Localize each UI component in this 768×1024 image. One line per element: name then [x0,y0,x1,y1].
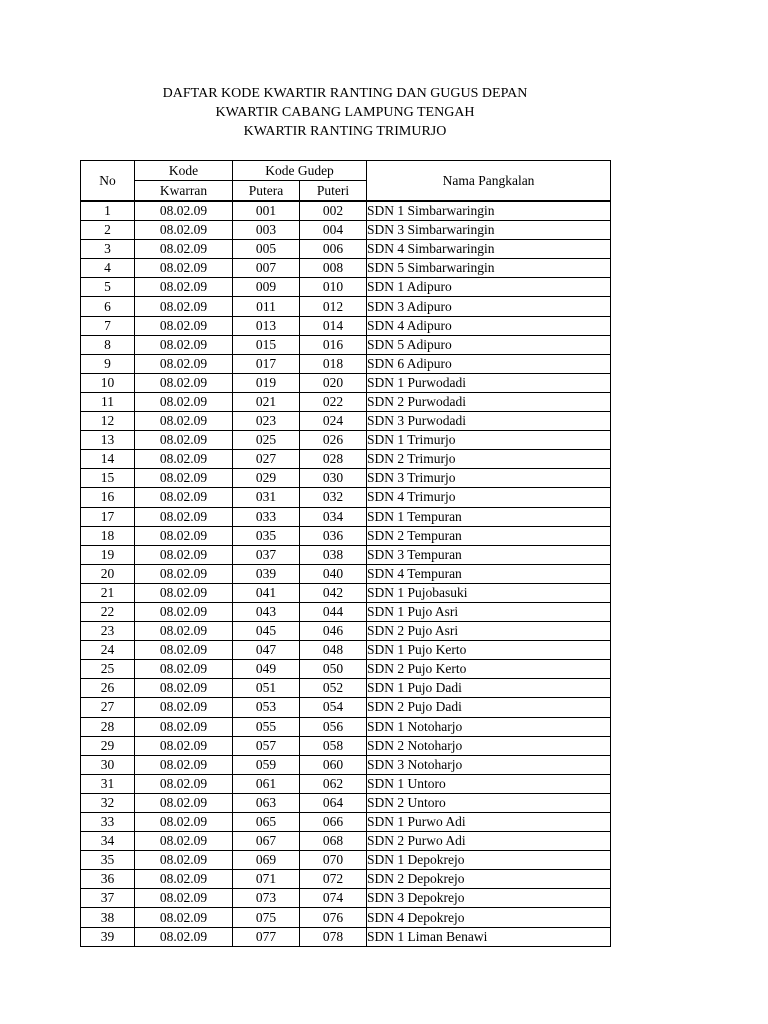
cell-puteri: 060 [300,755,367,774]
cell-puteri: 010 [300,278,367,297]
cell-nama-pangkalan: SDN 1 Trimurjo [367,431,611,450]
cell-puteri: 062 [300,774,367,793]
cell-puteri: 038 [300,545,367,564]
cell-puteri: 008 [300,259,367,278]
cell-no: 4 [81,259,135,278]
cell-nama-pangkalan: SDN 1 Liman Benawi [367,927,611,946]
table-row [81,660,611,679]
cell-putera: 057 [233,736,300,755]
cell-putera: 073 [233,889,300,908]
table-row [81,813,611,832]
cell-nama-pangkalan: SDN 2 Untoro [367,793,611,812]
cell-putera: 077 [233,927,300,946]
cell-no: 5 [81,278,135,297]
cell-putera: 043 [233,602,300,621]
cell-puteri: 066 [300,813,367,832]
cell-putera: 015 [233,335,300,354]
cell-nama-pangkalan: SDN 4 Simbarwaringin [367,240,611,259]
table-row [81,278,611,297]
table-row [81,755,611,774]
table-row [81,259,611,278]
cell-putera: 019 [233,373,300,392]
cell-putera: 059 [233,755,300,774]
cell-puteri: 024 [300,412,367,431]
header-kwarran: Kwarran [135,181,233,202]
table-row [81,488,611,507]
cell-kwarran: 08.02.09 [135,717,233,736]
cell-kwarran: 08.02.09 [135,335,233,354]
cell-no: 18 [81,526,135,545]
table-row [81,545,611,564]
cell-no: 15 [81,469,135,488]
table-row [81,602,611,621]
table-body [81,201,611,946]
header-puteri: Puteri [300,181,367,202]
cell-no: 26 [81,679,135,698]
cell-no: 2 [81,221,135,240]
cell-puteri: 002 [300,201,367,221]
table-row [81,908,611,927]
cell-putera: 071 [233,870,300,889]
cell-no: 33 [81,813,135,832]
cell-putera: 047 [233,641,300,660]
cell-kwarran: 08.02.09 [135,774,233,793]
table-row [81,793,611,812]
cell-nama-pangkalan: SDN 1 Purwodadi [367,373,611,392]
cell-putera: 013 [233,316,300,335]
table-row [81,526,611,545]
title-line-3: KWARTIR RANTING TRIMURJO [243,124,447,139]
cell-no: 29 [81,736,135,755]
cell-putera: 053 [233,698,300,717]
cell-puteri: 072 [300,870,367,889]
table-row [81,927,611,946]
table-row [81,679,611,698]
cell-puteri: 042 [300,583,367,602]
table-row [81,297,611,316]
cell-kwarran: 08.02.09 [135,889,233,908]
title-line-1: DAFTAR KODE KWARTIR RANTING DAN GUGUS DEPAN [162,86,528,101]
cell-putera: 025 [233,431,300,450]
table-row [81,240,611,259]
cell-kwarran: 08.02.09 [135,698,233,717]
cell-putera: 007 [233,259,300,278]
cell-no: 35 [81,851,135,870]
cell-no: 31 [81,774,135,793]
cell-puteri: 014 [300,316,367,335]
cell-puteri: 064 [300,793,367,812]
table-row [81,392,611,411]
cell-puteri: 030 [300,469,367,488]
cell-no: 19 [81,545,135,564]
cell-nama-pangkalan: SDN 2 Tempuran [367,526,611,545]
cell-kwarran: 08.02.09 [135,851,233,870]
cell-putera: 037 [233,545,300,564]
cell-puteri: 018 [300,354,367,373]
cell-nama-pangkalan: SDN 3 Notoharjo [367,755,611,774]
cell-kwarran: 08.02.09 [135,221,233,240]
cell-kwarran: 08.02.09 [135,602,233,621]
cell-nama-pangkalan: SDN 2 Trimurjo [367,450,611,469]
cell-kwarran: 08.02.09 [135,679,233,698]
cell-kwarran: 08.02.09 [135,736,233,755]
cell-nama-pangkalan: SDN 2 Notoharjo [367,736,611,755]
cell-no: 27 [81,698,135,717]
cell-no: 20 [81,564,135,583]
cell-kwarran: 08.02.09 [135,927,233,946]
cell-kwarran: 08.02.09 [135,278,233,297]
cell-no: 22 [81,602,135,621]
table-row [81,373,611,392]
cell-putera: 055 [233,717,300,736]
cell-no: 30 [81,755,135,774]
cell-no: 39 [81,927,135,946]
document-title-block [80,84,610,141]
table-row [81,832,611,851]
header-kode-gudep: Kode Gudep [233,161,367,181]
cell-puteri: 044 [300,602,367,621]
cell-puteri: 068 [300,832,367,851]
header-nama-pangkalan: Nama Pangkalan [367,161,611,202]
cell-no: 8 [81,335,135,354]
cell-nama-pangkalan: SDN 3 Trimurjo [367,469,611,488]
cell-putera: 063 [233,793,300,812]
table-row [81,870,611,889]
cell-putera: 031 [233,488,300,507]
cell-kwarran: 08.02.09 [135,201,233,221]
cell-kwarran: 08.02.09 [135,412,233,431]
cell-nama-pangkalan: SDN 1 Untoro [367,774,611,793]
cell-nama-pangkalan: SDN 1 Pujobasuki [367,583,611,602]
table-row [81,889,611,908]
cell-no: 25 [81,660,135,679]
cell-no: 9 [81,354,135,373]
table-row [81,354,611,373]
cell-puteri: 058 [300,736,367,755]
cell-kwarran: 08.02.09 [135,793,233,812]
cell-nama-pangkalan: SDN 1 Pujo Dadi [367,679,611,698]
cell-putera: 021 [233,392,300,411]
cell-nama-pangkalan: SDN 2 Purwodadi [367,392,611,411]
cell-kwarran: 08.02.09 [135,373,233,392]
cell-puteri: 016 [300,335,367,354]
cell-putera: 005 [233,240,300,259]
cell-kwarran: 08.02.09 [135,354,233,373]
cell-putera: 067 [233,832,300,851]
cell-no: 3 [81,240,135,259]
cell-kwarran: 08.02.09 [135,297,233,316]
cell-puteri: 070 [300,851,367,870]
cell-kwarran: 08.02.09 [135,507,233,526]
cell-nama-pangkalan: SDN 5 Simbarwaringin [367,259,611,278]
cell-kwarran: 08.02.09 [135,240,233,259]
cell-kwarran: 08.02.09 [135,488,233,507]
cell-kwarran: 08.02.09 [135,583,233,602]
cell-putera: 029 [233,469,300,488]
cell-puteri: 022 [300,392,367,411]
cell-no: 24 [81,641,135,660]
cell-nama-pangkalan: SDN 3 Purwodadi [367,412,611,431]
cell-kwarran: 08.02.09 [135,832,233,851]
table-row [81,622,611,641]
cell-nama-pangkalan: SDN 4 Depokrejo [367,908,611,927]
cell-nama-pangkalan: SDN 1 Tempuran [367,507,611,526]
table-row [81,450,611,469]
cell-kwarran: 08.02.09 [135,450,233,469]
table-row [81,507,611,526]
cell-putera: 035 [233,526,300,545]
cell-putera: 039 [233,564,300,583]
cell-no: 38 [81,908,135,927]
cell-puteri: 006 [300,240,367,259]
cell-no: 21 [81,583,135,602]
cell-putera: 049 [233,660,300,679]
cell-putera: 017 [233,354,300,373]
cell-nama-pangkalan: SDN 5 Adipuro [367,335,611,354]
kode-table [80,160,611,947]
cell-kwarran: 08.02.09 [135,908,233,927]
cell-puteri: 048 [300,641,367,660]
cell-putera: 061 [233,774,300,793]
cell-puteri: 036 [300,526,367,545]
cell-putera: 027 [233,450,300,469]
cell-nama-pangkalan: SDN 4 Tempuran [367,564,611,583]
cell-kwarran: 08.02.09 [135,755,233,774]
cell-nama-pangkalan: SDN 3 Adipuro [367,297,611,316]
table-row [81,431,611,450]
cell-nama-pangkalan: SDN 2 Depokrejo [367,870,611,889]
cell-kwarran: 08.02.09 [135,259,233,278]
cell-no: 32 [81,793,135,812]
cell-kwarran: 08.02.09 [135,660,233,679]
cell-putera: 075 [233,908,300,927]
table-row [81,583,611,602]
cell-nama-pangkalan: SDN 3 Depokrejo [367,889,611,908]
cell-nama-pangkalan: SDN 1 Simbarwaringin [367,201,611,221]
table-row [81,412,611,431]
cell-no: 34 [81,832,135,851]
cell-puteri: 054 [300,698,367,717]
table-row [81,698,611,717]
table-header [81,161,611,202]
cell-putera: 003 [233,221,300,240]
cell-nama-pangkalan: SDN 2 Pujo Kerto [367,660,611,679]
cell-puteri: 020 [300,373,367,392]
cell-puteri: 040 [300,564,367,583]
table-row [81,221,611,240]
cell-puteri: 076 [300,908,367,927]
table-row [81,736,611,755]
table-row [81,774,611,793]
cell-putera: 011 [233,297,300,316]
cell-puteri: 034 [300,507,367,526]
cell-nama-pangkalan: SDN 3 Tempuran [367,545,611,564]
cell-no: 7 [81,316,135,335]
cell-puteri: 078 [300,927,367,946]
cell-nama-pangkalan: SDN 2 Pujo Asri [367,622,611,641]
cell-no: 13 [81,431,135,450]
table-row [81,717,611,736]
cell-kwarran: 08.02.09 [135,564,233,583]
cell-puteri: 046 [300,622,367,641]
cell-putera: 023 [233,412,300,431]
cell-kwarran: 08.02.09 [135,545,233,564]
cell-puteri: 032 [300,488,367,507]
cell-putera: 051 [233,679,300,698]
cell-nama-pangkalan: SDN 1 Purwo Adi [367,813,611,832]
cell-kwarran: 08.02.09 [135,622,233,641]
table-row [81,851,611,870]
cell-no: 14 [81,450,135,469]
cell-nama-pangkalan: SDN 1 Notoharjo [367,717,611,736]
table-row [81,564,611,583]
cell-kwarran: 08.02.09 [135,392,233,411]
header-putera: Putera [233,181,300,202]
cell-kwarran: 08.02.09 [135,316,233,335]
cell-puteri: 026 [300,431,367,450]
title-line-2: KWARTIR CABANG LAMPUNG TENGAH [215,105,475,120]
cell-nama-pangkalan: SDN 4 Adipuro [367,316,611,335]
cell-no: 12 [81,412,135,431]
table-row [81,201,611,221]
cell-nama-pangkalan: SDN 3 Simbarwaringin [367,221,611,240]
cell-no: 36 [81,870,135,889]
cell-putera: 069 [233,851,300,870]
cell-puteri: 050 [300,660,367,679]
cell-no: 11 [81,392,135,411]
table-row [81,641,611,660]
header-no: No [81,161,135,202]
table-row [81,335,611,354]
cell-no: 6 [81,297,135,316]
cell-nama-pangkalan: SDN 4 Trimurjo [367,488,611,507]
cell-kwarran: 08.02.09 [135,469,233,488]
cell-no: 17 [81,507,135,526]
cell-nama-pangkalan: SDN 1 Adipuro [367,278,611,297]
cell-putera: 033 [233,507,300,526]
cell-putera: 009 [233,278,300,297]
cell-no: 37 [81,889,135,908]
cell-kwarran: 08.02.09 [135,813,233,832]
table-row [81,469,611,488]
cell-putera: 045 [233,622,300,641]
cell-kwarran: 08.02.09 [135,431,233,450]
cell-putera: 041 [233,583,300,602]
cell-no: 10 [81,373,135,392]
cell-no: 23 [81,622,135,641]
cell-nama-pangkalan: SDN 1 Pujo Kerto [367,641,611,660]
cell-putera: 001 [233,201,300,221]
cell-nama-pangkalan: SDN 2 Pujo Dadi [367,698,611,717]
cell-kwarran: 08.02.09 [135,870,233,889]
table-row [81,316,611,335]
cell-puteri: 012 [300,297,367,316]
cell-kwarran: 08.02.09 [135,526,233,545]
cell-kwarran: 08.02.09 [135,641,233,660]
cell-no: 1 [81,201,135,221]
cell-nama-pangkalan: SDN 2 Purwo Adi [367,832,611,851]
cell-no: 28 [81,717,135,736]
header-kode: Kode [135,161,233,181]
cell-puteri: 074 [300,889,367,908]
cell-puteri: 004 [300,221,367,240]
cell-puteri: 052 [300,679,367,698]
cell-puteri: 056 [300,717,367,736]
cell-nama-pangkalan: SDN 1 Depokrejo [367,851,611,870]
cell-puteri: 028 [300,450,367,469]
cell-putera: 065 [233,813,300,832]
cell-nama-pangkalan: SDN 1 Pujo Asri [367,602,611,621]
cell-no: 16 [81,488,135,507]
cell-nama-pangkalan: SDN 6 Adipuro [367,354,611,373]
